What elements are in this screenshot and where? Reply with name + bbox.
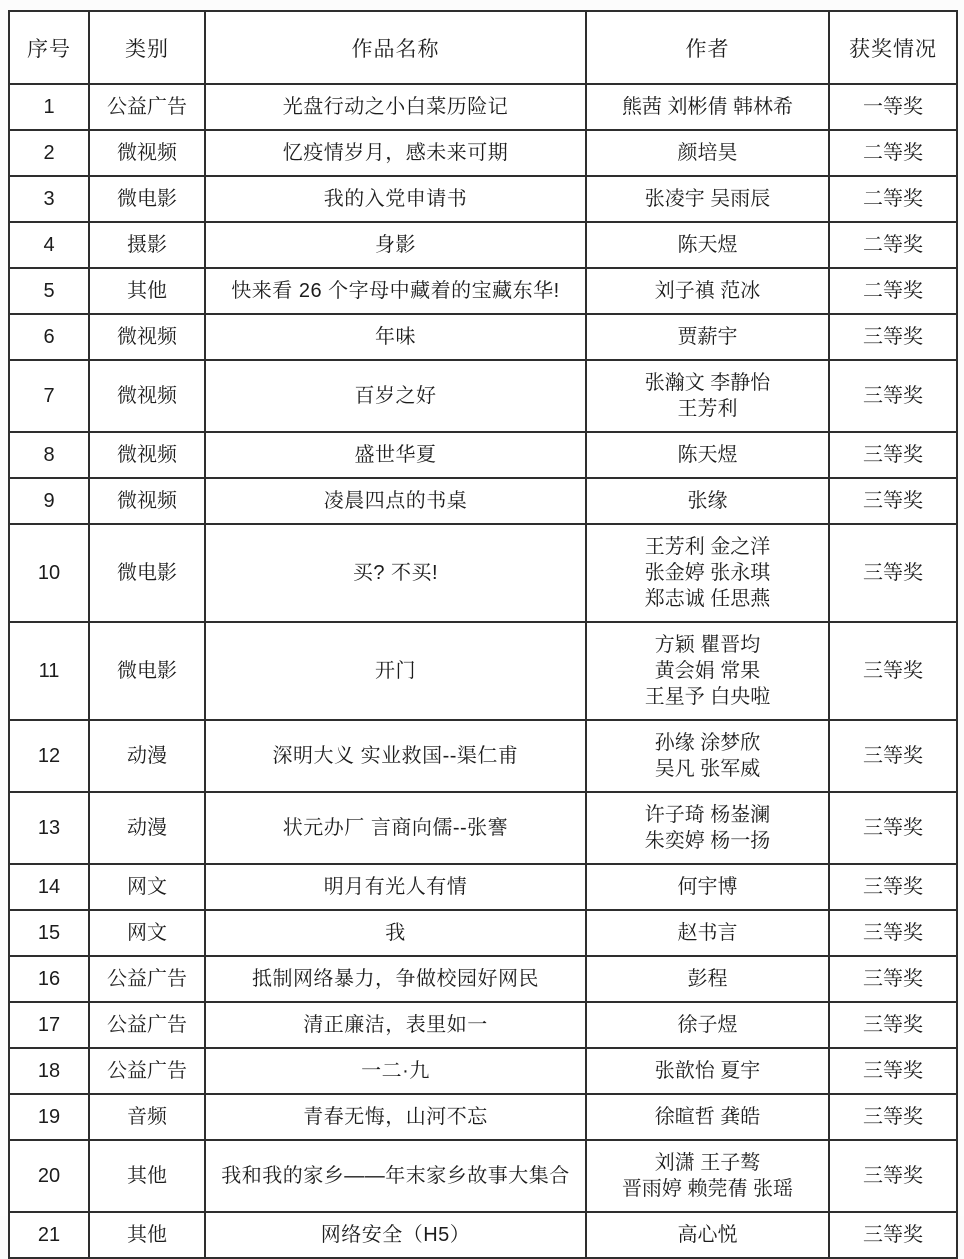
author-line: 张瀚文 李静怡 xyxy=(644,372,771,394)
table-row xyxy=(9,910,957,956)
cell-award: 二等奖 xyxy=(829,176,957,222)
cell-category: 公益广告 xyxy=(89,1002,205,1048)
cell-award: 三等奖 xyxy=(829,910,957,956)
cell-category: 动漫 xyxy=(89,792,205,864)
cell-title: 光盘行动之小白菜历险记 xyxy=(205,84,586,130)
cell-award: 三等奖 xyxy=(829,956,957,1002)
cell-award: 三等奖 xyxy=(829,792,957,864)
cell-author xyxy=(586,222,829,268)
cell-title: 我的入党申请书 xyxy=(205,176,586,222)
cell-no: 17 xyxy=(9,1002,89,1048)
cell-author xyxy=(586,910,829,956)
cell-no: 4 xyxy=(9,222,89,268)
cell-author xyxy=(586,720,829,792)
cell-category: 微视频 xyxy=(89,360,205,432)
cell-title: 网络安全（H5） xyxy=(205,1212,586,1258)
author-line: 孙缘 涂梦欣 xyxy=(654,732,761,754)
author-line: 颜培昊 xyxy=(677,142,738,164)
cell-no: 3 xyxy=(9,176,89,222)
cell-category: 动漫 xyxy=(89,720,205,792)
author-line: 何宇博 xyxy=(677,876,738,898)
author-line: 刘潇 王子骜 xyxy=(654,1152,761,1174)
cell-title: 快来看 26 个字母中藏着的宝藏东华! xyxy=(205,268,586,314)
cell-category: 其他 xyxy=(89,1212,205,1258)
author-line: 熊茜 刘彬倩 韩林希 xyxy=(621,96,794,118)
cell-award: 二等奖 xyxy=(829,130,957,176)
cell-category: 微电影 xyxy=(89,524,205,622)
cell-author xyxy=(586,360,829,432)
table-row xyxy=(9,524,957,622)
cell-author xyxy=(586,268,829,314)
cell-title: 凌晨四点的书桌 xyxy=(205,478,586,524)
cell-title: 我 xyxy=(205,910,586,956)
cell-no: 13 xyxy=(9,792,89,864)
cell-author xyxy=(586,792,829,864)
cell-no: 5 xyxy=(9,268,89,314)
cell-award: 三等奖 xyxy=(829,360,957,432)
cell-award: 二等奖 xyxy=(829,268,957,314)
cell-title: 青春无悔，山河不忘 xyxy=(205,1094,586,1140)
author-line: 晋雨婷 赖莞蒨 张瑶 xyxy=(621,1178,794,1200)
author-line: 张凌宇 吴雨辰 xyxy=(644,188,771,210)
cell-no: 6 xyxy=(9,314,89,360)
author-line: 赵书言 xyxy=(677,922,738,944)
cell-no: 16 xyxy=(9,956,89,1002)
cell-category: 微电影 xyxy=(89,176,205,222)
cell-award: 三等奖 xyxy=(829,432,957,478)
cell-award: 三等奖 xyxy=(829,864,957,910)
table-body xyxy=(9,84,957,1258)
cell-category: 公益广告 xyxy=(89,84,205,130)
author-line: 朱奕婷 杨一扬 xyxy=(644,830,771,852)
author-line: 高心悦 xyxy=(677,1224,738,1246)
cell-no: 19 xyxy=(9,1094,89,1140)
cell-title: 年味 xyxy=(205,314,586,360)
cell-author xyxy=(586,1140,829,1212)
cell-no: 8 xyxy=(9,432,89,478)
cell-award: 三等奖 xyxy=(829,1212,957,1258)
cell-title: 盛世华夏 xyxy=(205,432,586,478)
cell-author xyxy=(586,314,829,360)
author-line: 张金婷 张永琪 xyxy=(644,562,771,584)
author-line: 徐暄哲 龚皓 xyxy=(654,1106,761,1128)
cell-title: 身影 xyxy=(205,222,586,268)
cell-category: 音频 xyxy=(89,1094,205,1140)
header-title: 作品名称 xyxy=(205,11,586,84)
author-line: 陈天煜 xyxy=(677,234,738,256)
cell-title: 清正廉洁，表里如一 xyxy=(205,1002,586,1048)
cell-award: 三等奖 xyxy=(829,314,957,360)
cell-no: 2 xyxy=(9,130,89,176)
table-row xyxy=(9,1212,957,1258)
cell-no: 18 xyxy=(9,1048,89,1094)
author-line: 吴凡 张军威 xyxy=(654,758,761,780)
cell-title: 状元办厂 言商向儒--张謇 xyxy=(205,792,586,864)
cell-category: 网文 xyxy=(89,864,205,910)
cell-author xyxy=(586,1048,829,1094)
header-award: 获奖情况 xyxy=(829,11,957,84)
cell-award: 三等奖 xyxy=(829,1002,957,1048)
cell-award: 三等奖 xyxy=(829,524,957,622)
cell-author xyxy=(586,478,829,524)
table-row xyxy=(9,720,957,792)
cell-no: 9 xyxy=(9,478,89,524)
cell-award: 三等奖 xyxy=(829,1094,957,1140)
cell-no: 1 xyxy=(9,84,89,130)
cell-award: 三等奖 xyxy=(829,478,957,524)
cell-author xyxy=(586,84,829,130)
author-line: 陈天煜 xyxy=(677,444,738,466)
cell-title: 一二·九 xyxy=(205,1048,586,1094)
cell-no: 21 xyxy=(9,1212,89,1258)
author-line: 刘子禛 范冰 xyxy=(654,280,761,302)
table-row xyxy=(9,1140,957,1212)
table-row xyxy=(9,268,957,314)
cell-no: 10 xyxy=(9,524,89,622)
cell-no: 14 xyxy=(9,864,89,910)
author-line: 王芳利 金之洋 xyxy=(644,536,771,558)
table-row xyxy=(9,84,957,130)
cell-title: 买? 不买! xyxy=(205,524,586,622)
table-row xyxy=(9,360,957,432)
cell-award: 二等奖 xyxy=(829,222,957,268)
cell-award: 三等奖 xyxy=(829,622,957,720)
table-row xyxy=(9,622,957,720)
cell-author xyxy=(586,130,829,176)
cell-category: 微视频 xyxy=(89,478,205,524)
cell-title: 百岁之好 xyxy=(205,360,586,432)
cell-no: 12 xyxy=(9,720,89,792)
cell-author xyxy=(586,622,829,720)
cell-title: 明月有光人有情 xyxy=(205,864,586,910)
cell-no: 15 xyxy=(9,910,89,956)
cell-author xyxy=(586,524,829,622)
table-row xyxy=(9,792,957,864)
cell-award: 三等奖 xyxy=(829,1048,957,1094)
table-row xyxy=(9,432,957,478)
cell-title: 我和我的家乡——年末家乡故事大集合 xyxy=(205,1140,586,1212)
cell-author xyxy=(586,432,829,478)
author-line: 张歆怡 夏宇 xyxy=(654,1060,761,1082)
cell-category: 网文 xyxy=(89,910,205,956)
table-row xyxy=(9,1094,957,1140)
table-row xyxy=(9,222,957,268)
cell-author xyxy=(586,956,829,1002)
table-row xyxy=(9,314,957,360)
table-row xyxy=(9,864,957,910)
cell-title: 抵制网络暴力，争做校园好网民 xyxy=(205,956,586,1002)
cell-category: 公益广告 xyxy=(89,1048,205,1094)
cell-author xyxy=(586,176,829,222)
cell-category: 公益广告 xyxy=(89,956,205,1002)
table-row xyxy=(9,1002,957,1048)
author-line: 黄会娟 常果 xyxy=(654,660,761,682)
cell-no: 20 xyxy=(9,1140,89,1212)
table-row xyxy=(9,130,957,176)
cell-author xyxy=(586,1212,829,1258)
author-line: 王芳利 xyxy=(677,398,738,420)
author-line: 许子琦 杨崟澜 xyxy=(644,804,771,826)
cell-author xyxy=(586,1094,829,1140)
cell-no: 11 xyxy=(9,622,89,720)
table-row xyxy=(9,956,957,1002)
author-line: 张缘 xyxy=(687,490,728,512)
author-line: 彭程 xyxy=(687,968,728,990)
cell-title: 忆疫情岁月，感未来可期 xyxy=(205,130,586,176)
author-line: 贾薪宇 xyxy=(677,326,738,348)
cell-no: 7 xyxy=(9,360,89,432)
table-row xyxy=(9,478,957,524)
header-category: 类别 xyxy=(89,11,205,84)
author-line: 方颖 瞿晋均 xyxy=(654,634,761,656)
cell-category: 微视频 xyxy=(89,130,205,176)
author-line: 徐子煜 xyxy=(677,1014,738,1036)
author-line: 郑志诚 任思燕 xyxy=(644,588,771,610)
cell-category: 微视频 xyxy=(89,432,205,478)
table-row xyxy=(9,176,957,222)
cell-category: 摄影 xyxy=(89,222,205,268)
cell-award: 一等奖 xyxy=(829,84,957,130)
cell-author xyxy=(586,864,829,910)
header-no: 序号 xyxy=(9,11,89,84)
header-author: 作者 xyxy=(586,11,829,84)
author-line: 王星予 白央啦 xyxy=(644,686,771,708)
cell-category: 微视频 xyxy=(89,314,205,360)
awards-table xyxy=(8,10,958,1259)
table-row xyxy=(9,1048,957,1094)
cell-title: 开门 xyxy=(205,622,586,720)
cell-author xyxy=(586,1002,829,1048)
cell-award: 三等奖 xyxy=(829,720,957,792)
cell-title: 深明大义 实业救国--渠仁甫 xyxy=(205,720,586,792)
cell-award: 三等奖 xyxy=(829,1140,957,1212)
cell-category: 其他 xyxy=(89,1140,205,1212)
table-header-row xyxy=(9,11,957,84)
cell-category: 其他 xyxy=(89,268,205,314)
cell-category: 微电影 xyxy=(89,622,205,720)
